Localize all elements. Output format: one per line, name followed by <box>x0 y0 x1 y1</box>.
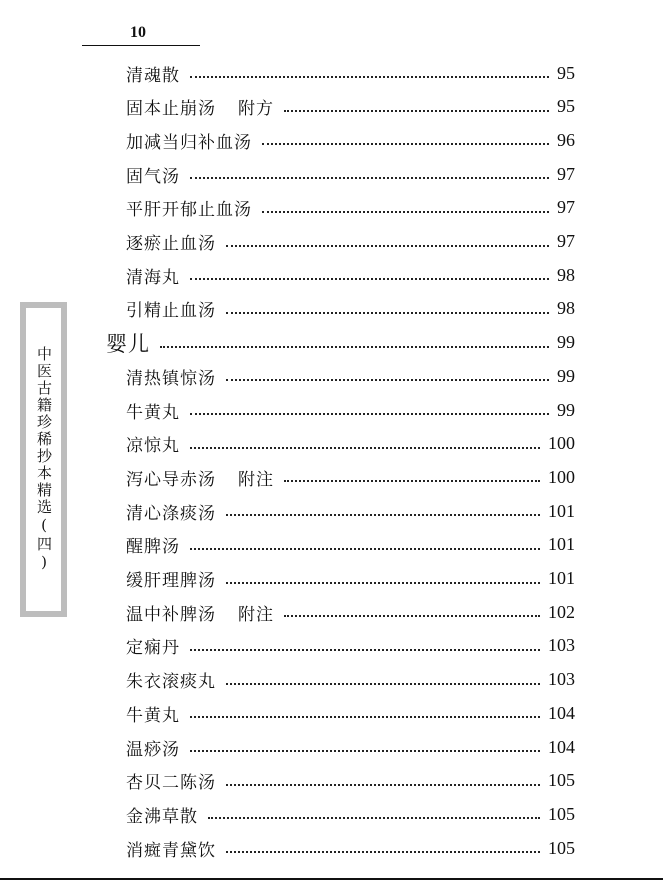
dot-leader <box>190 649 540 651</box>
toc-entry <box>126 797 575 831</box>
toc-entry <box>126 258 575 292</box>
toc-entry <box>126 562 575 596</box>
toc-page-number: 97 <box>557 197 575 218</box>
series-title-box <box>20 302 67 617</box>
toc-entry-note: 附方 <box>238 99 274 120</box>
dot-leader <box>226 784 540 786</box>
toc-page-number: 100 <box>548 466 575 487</box>
toc-page-number: 102 <box>548 601 575 622</box>
dot-leader <box>284 480 540 482</box>
toc-page-number: 100 <box>548 433 575 454</box>
toc-page-number: 104 <box>548 702 575 723</box>
toc-entry-title: 固气汤 <box>126 166 180 187</box>
bottom-rule <box>0 878 663 880</box>
toc-entry <box>126 123 575 157</box>
dot-leader <box>190 177 549 179</box>
dot-leader <box>262 211 549 213</box>
toc-entry <box>126 730 575 764</box>
dot-leader <box>284 615 540 617</box>
toc-entry <box>126 191 575 225</box>
toc-entry-note: 附注 <box>238 469 274 490</box>
toc-page-number: 96 <box>557 129 575 150</box>
dot-leader <box>190 447 540 449</box>
toc-entry-title: 逐瘀止血汤 <box>126 234 216 254</box>
toc-entry-note: 附注 <box>238 604 274 625</box>
dot-leader <box>190 278 549 280</box>
toc-entry <box>126 528 575 562</box>
toc-page-number: 103 <box>548 635 575 656</box>
toc-page-number: 105 <box>548 837 575 858</box>
toc-entry-title: 清热镇惊汤 <box>126 368 216 389</box>
dot-leader <box>190 413 549 415</box>
toc-page-number: 101 <box>548 568 575 588</box>
toc-entry-title: 引精止血汤 <box>126 301 216 322</box>
toc-page-number: 101 <box>548 500 575 521</box>
dot-leader <box>226 582 540 584</box>
dot-leader <box>208 817 540 819</box>
toc-entry <box>126 696 575 730</box>
toc-entry-title: 清海丸 <box>126 267 180 288</box>
toc-page-number: 105 <box>548 770 575 791</box>
dot-leader <box>160 346 549 348</box>
toc-entry <box>126 595 575 629</box>
series-title: 中医古籍珍稀抄本精选(四) <box>35 346 53 573</box>
toc-entry <box>126 225 575 259</box>
toc-entry-title: 杏贝二陈汤 <box>126 773 216 794</box>
toc-entry <box>126 629 575 663</box>
dot-leader <box>190 76 549 78</box>
dot-leader <box>226 514 540 516</box>
toc-entry-title: 缓肝理脾汤 <box>126 571 216 591</box>
toc-page-number: 98 <box>557 298 575 319</box>
dot-leader <box>262 143 549 145</box>
dot-leader <box>284 110 549 112</box>
toc-entry <box>126 427 575 461</box>
toc-entry <box>126 292 575 326</box>
toc-section <box>106 326 575 360</box>
toc-entry-title: 凉惊丸 <box>126 436 180 457</box>
dot-leader <box>190 548 540 550</box>
toc-entry-title: 固本止崩汤 <box>126 99 216 120</box>
toc-page-number: 95 <box>557 62 575 83</box>
toc-entry-title: 朱衣滚痰丸 <box>126 672 216 693</box>
toc-page-number: 99 <box>557 399 575 420</box>
toc-page-number: 103 <box>548 669 575 690</box>
toc-entry <box>126 90 575 124</box>
toc-entry <box>126 56 575 90</box>
toc-page-number: 97 <box>557 231 575 251</box>
toc-entry-title: 金沸草散 <box>126 806 198 827</box>
toc-entry-title: 温痧汤 <box>126 739 180 760</box>
toc-entry-title: 清心涤痰汤 <box>126 503 216 524</box>
toc-entry <box>126 764 575 798</box>
toc-entry-title: 婴儿 <box>106 331 150 356</box>
toc-entry-title: 泻心导赤汤 <box>126 469 216 490</box>
toc-page-number: 97 <box>557 163 575 184</box>
dot-leader <box>226 851 540 853</box>
header-rule <box>82 45 200 46</box>
toc-entry <box>126 359 575 393</box>
toc-page-number: 104 <box>548 736 575 757</box>
dot-leader <box>226 245 549 247</box>
toc-entry-title: 定痫丹 <box>126 638 180 659</box>
dot-leader <box>226 683 540 685</box>
toc-page-number: 105 <box>548 803 575 824</box>
toc-page-number: 95 <box>557 96 575 117</box>
toc-page-number: 99 <box>557 365 575 386</box>
toc-entry-title: 加减当归补血汤 <box>126 132 252 153</box>
page-number: 10 <box>130 24 146 41</box>
dot-leader <box>226 379 549 381</box>
toc-entry <box>126 393 575 427</box>
toc-entry-title: 清魂散 <box>126 65 180 86</box>
dot-leader <box>226 312 549 314</box>
toc-entry <box>126 494 575 528</box>
toc-entry-title: 温中补脾汤 <box>126 604 216 625</box>
toc-entry-title: 消癍青黛饮 <box>126 840 216 861</box>
series-title-inner <box>26 308 61 611</box>
toc-entry-title: 醒脾汤 <box>126 537 180 558</box>
toc-page-number: 98 <box>557 264 575 285</box>
dot-leader <box>190 750 540 752</box>
dot-leader <box>190 716 540 718</box>
toc-entry-title: 牛黄丸 <box>126 705 180 726</box>
toc-entry-title: 平肝开郁止血汤 <box>126 200 252 221</box>
toc-entry <box>126 460 575 494</box>
toc-page-number: 101 <box>548 534 575 555</box>
toc-entry <box>126 663 575 697</box>
toc-page-number: 99 <box>557 332 575 353</box>
toc-entry-title: 牛黄丸 <box>126 402 180 423</box>
toc-entry <box>126 157 575 191</box>
toc-entry <box>126 831 575 865</box>
